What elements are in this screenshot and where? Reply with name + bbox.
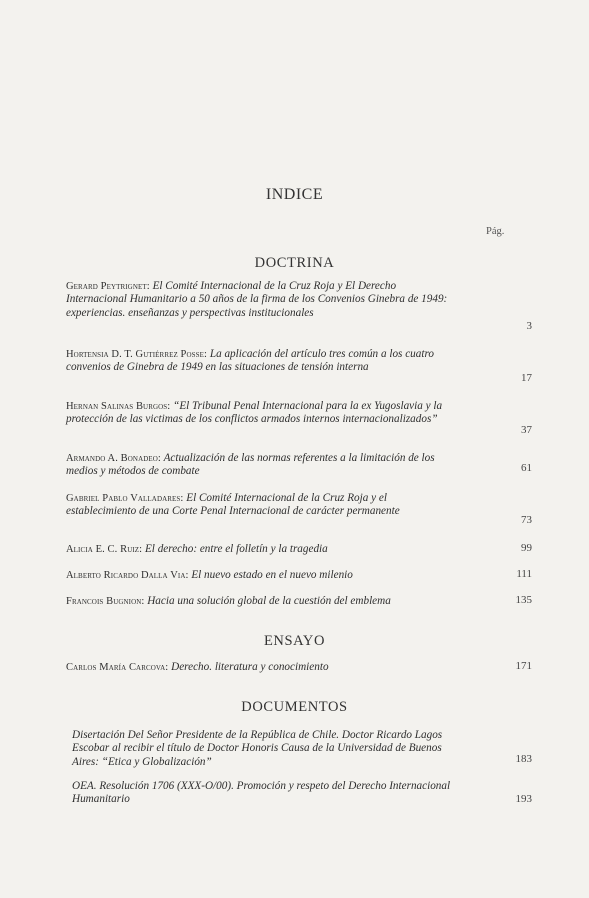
entry-page-number: 183 — [515, 753, 532, 765]
entry-text — [72, 729, 460, 769]
entry-page-number: 135 — [515, 594, 532, 606]
entry-title: El nuevo estado en el nuevo milenio — [191, 569, 353, 581]
entry-title: El Comité Internacional de la Cruz Roja y el establecimiento de una Corte Penal Internacional de carácter permanente — [66, 492, 400, 518]
entry-text — [72, 780, 460, 807]
entry-author: Hortensia D. T. Gutiérrez Posse: — [66, 349, 208, 360]
entry-page-number: 17 — [521, 372, 532, 384]
entry-title: El Comité Internacional de la Cruz Roja y El Derecho Internacional Humanitario a 50 años de la firma de los Convenios Ginebra de 1949: experiencias. enseñanzas y perspectivas institucionales — [66, 280, 448, 319]
entry-text — [66, 280, 458, 320]
entry-author: Alicia E. C. Ruiz: — [66, 544, 143, 555]
entry-title: Hacia una solución global de la cuestión del emblema — [147, 595, 391, 607]
entry-text — [66, 543, 458, 556]
entry-page-number: 37 — [521, 424, 532, 436]
entry-author: Gabriel Pablo Valladares: — [66, 493, 184, 504]
entry-text — [66, 492, 458, 519]
entry-text — [66, 452, 458, 479]
entry-text — [66, 661, 458, 674]
entry-text — [66, 569, 458, 582]
entry-text — [66, 400, 458, 427]
entry-author: Alberto Ricardo Dalla Via: — [66, 570, 189, 581]
entry-author: Armando A. Bonadeo: — [66, 453, 161, 464]
entry-page-number: 111 — [516, 568, 532, 580]
entry-author: Hernan Salinas Burgos: — [66, 401, 171, 412]
entry-page-number: 61 — [521, 462, 532, 474]
entry-text — [66, 595, 458, 608]
page-title: INDICE — [265, 186, 324, 203]
entry-title: El derecho: entre el folletín y la tragedia — [144, 543, 328, 555]
entry-title: Disertación Del Señor Presidente de la República de Chile. Doctor Ricardo Lagos Escobar al recibir el título de Doctor Honoris Causa de la Universidad de Buenos Aires: “Etica y Globalización” — [72, 729, 443, 768]
section-heading-doctrina: DOCTRINA — [254, 255, 335, 271]
entry-author: Francois Bugnion: — [66, 596, 145, 607]
entry-author: Carlos María Carcova: — [66, 662, 169, 673]
entry-page-number: 3 — [526, 320, 532, 332]
section-heading-ensayo: ENSAYO — [263, 633, 326, 649]
entry-title: Actualización de las normas referentes a la limitación de los medios y métodos de combate — [66, 452, 435, 478]
entry-author: Gerard Peytrignet: — [66, 281, 150, 292]
section-heading-documentos: DOCUMENTOS — [241, 699, 348, 715]
entry-page-number: 73 — [521, 514, 532, 526]
entry-title: OEA. Resolución 1706 (XXX-O/00). Promoción y respeto del Derecho Internacional Humanitario — [72, 780, 451, 806]
entry-page-number: 171 — [515, 660, 532, 672]
entry-title: “El Tribunal Penal Internacional para la ex Yugoslavia y la protección de las victimas de los conflictos armados internos internacionalizados” — [66, 400, 443, 426]
entry-title: La aplicación del artículo tres común a los cuatro convenios de Ginebra de 1949 en las situaciones de tensión interna — [66, 348, 434, 374]
page-column-label: Pág. — [486, 226, 505, 237]
entry-page-number: 193 — [515, 793, 532, 805]
entry-text — [66, 348, 458, 375]
entry-page-number: 99 — [521, 542, 532, 554]
entry-title: Derecho. literatura y conocimiento — [171, 661, 329, 673]
